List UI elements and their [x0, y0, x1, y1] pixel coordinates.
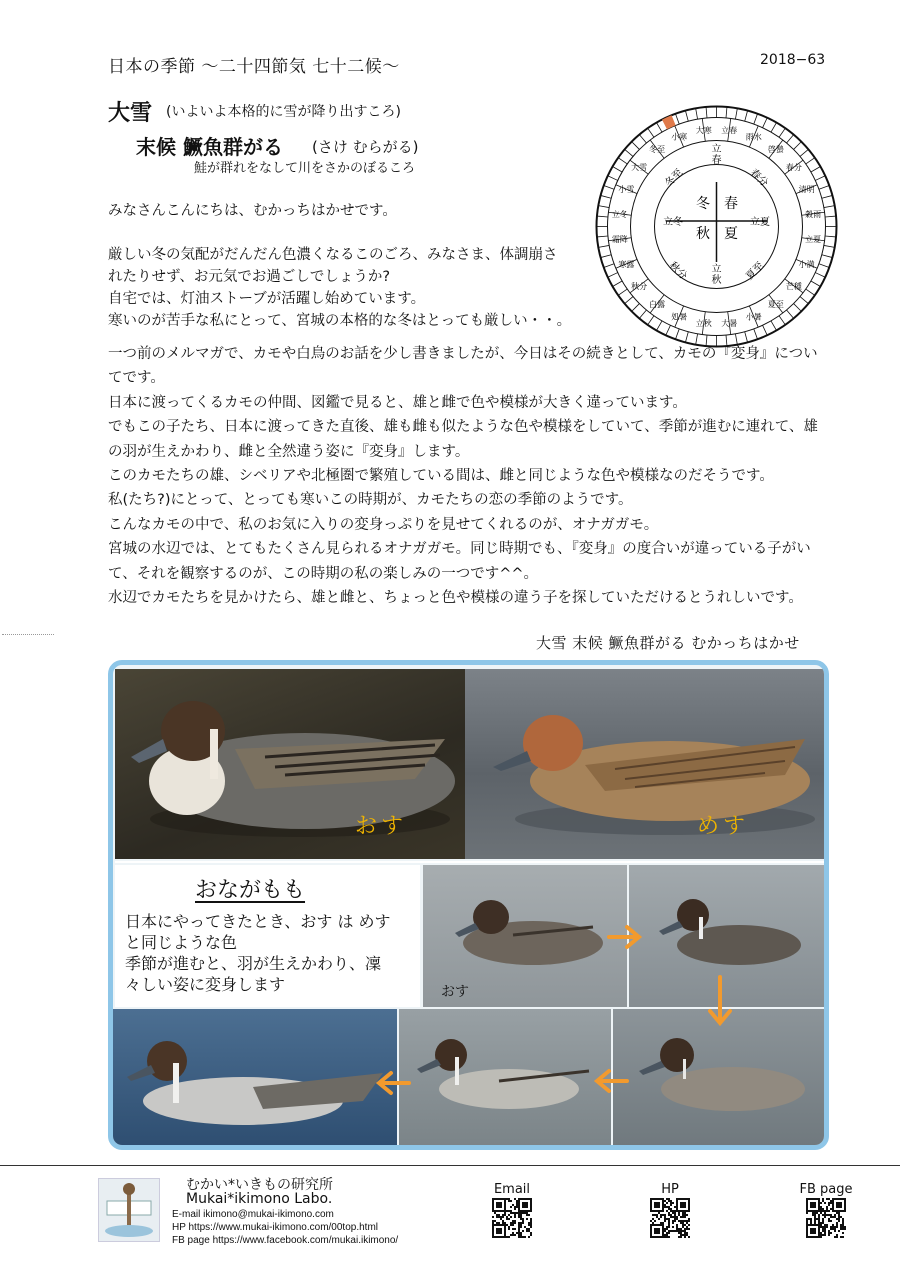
wheel-sekki-label: 立夏	[805, 235, 822, 245]
qr-email-icon[interactable]	[492, 1198, 532, 1238]
wheel-sekki-label: 大寒	[695, 125, 712, 135]
body-line: こんなカモの中で、私のお気に入りの変身っぷりを見せてくれるのが、オナガガモ。	[108, 516, 659, 533]
sekki-name: 大雪	[108, 101, 153, 126]
lab-logo	[98, 1178, 160, 1242]
wheel-solstice-label: 冬至	[663, 167, 686, 190]
wheel-solstice-label: 秋分	[666, 260, 689, 283]
wheel-sekki-label: 霜降	[611, 235, 628, 245]
wheel-cardinal-label: 立春	[711, 144, 722, 166]
wheel-sekki-label: 清明	[798, 185, 815, 195]
wheel-sekki-label: 大雪	[631, 163, 648, 173]
wheel-sekki-label: 小満	[798, 259, 815, 269]
fb-line[interactable]: FB page https://www.facebook.com/mukai.ikimono/	[172, 1235, 399, 1246]
intro-line: 寒いのが苦手な私にとって、宮城の本格的な冬はとっても厳しい・・。	[108, 313, 572, 329]
wheel-center-label: 冬	[696, 196, 710, 212]
male-label: おす	[355, 814, 408, 839]
wheel-sekki-label: 秋分	[631, 281, 648, 291]
body-line: て、それを観察するのが、この時期の私の楽しみの一つです^^。	[108, 565, 539, 582]
wheel-sekki-label: 立秋	[695, 319, 712, 329]
wheel-sekki-label: 立冬	[611, 209, 628, 219]
sekki-description: (いよいよ本格的に雪が降り出すころ)	[166, 104, 401, 120]
hp-line[interactable]: HP https://www.mukai-ikimono.com/00top.html	[172, 1222, 379, 1233]
body-line: 宮城の水辺では、とてもたくさん見られるオナガガモ。同じ時期でも、『変身』の度合いが違っている子がい	[108, 541, 811, 558]
wheel-center-label: 夏	[724, 226, 738, 242]
photo-panel	[108, 660, 829, 1150]
molt-sequence-arrows	[113, 665, 829, 1150]
arrow-left-icon	[597, 1071, 627, 1091]
wheel-center-label: 春	[724, 196, 738, 212]
footer-divider	[0, 1165, 900, 1166]
ko-reading: (さけ むらがる)	[312, 138, 419, 156]
wheel-sekki-label: 冬至	[649, 145, 666, 155]
wheel-sekki-label: 夏至	[767, 299, 784, 309]
org-name-en: Mukai*ikimono Labo.	[186, 1191, 333, 1207]
intro-line: 自宅では、灯油ストーブが活躍し始めています。	[108, 291, 426, 307]
body-line: 一つ前のメルマガで、カモや白鳥のお話を少し書きましたが、今日はその続きとして、カモの『変身』につい	[108, 346, 818, 362]
intro-line: みなさんこんにちは、むかっちはかせです。	[108, 203, 397, 219]
body-line: 水辺でカモたちを見かけたら、雄と雌と、ちょっと色や模様の違う子を探していただけるとうれしいです。	[108, 590, 803, 607]
arrow-left-icon	[379, 1073, 409, 1093]
newsletter-title: 日本の季節 〜二十四節気 七十二候〜	[108, 57, 400, 77]
org-name-jp: むかい*いきもの研究所	[186, 1177, 333, 1193]
wheel-sekki-label: 立春	[721, 125, 738, 135]
qr-email-label: Email	[493, 1182, 531, 1197]
arrow-down-icon	[710, 977, 730, 1023]
wheel-sekki-label: 芒種	[785, 281, 802, 291]
description-line: 季節が進むと、羽が生えかわり、凜	[125, 954, 382, 973]
body-line: 日本に渡ってくるカモの仲間、図鑑で見ると、雄と雌で色や模様が大きく違っています。	[108, 394, 687, 411]
female-label: めす	[697, 814, 750, 839]
body-line: 私(たち?)にとって、とっても寒いこの時期が、カモたちの恋の季節のようです。	[108, 492, 633, 509]
description-line: 々しい姿に変身します	[125, 975, 286, 994]
article-body	[108, 342, 848, 610]
intro-line: れたりせず、お元気でお過ごしでしょうか?	[108, 269, 391, 285]
wheel-cardinal-label: 立夏	[750, 217, 770, 228]
wheel-solstice-label: 夏至	[744, 260, 767, 283]
qr-hp-icon[interactable]	[650, 1198, 690, 1238]
ko-title: 末候 鱖魚群がる	[136, 135, 283, 159]
arrow-right-icon	[609, 927, 639, 947]
wheel-solstice-label: 春分	[747, 167, 770, 190]
qr-fb-label: FB page	[799, 1182, 853, 1197]
wheel-sekki-label: 小寒	[671, 132, 688, 142]
wheel-sekki-label: 穀雨	[805, 209, 822, 219]
wheel-sekki-label: 雨水	[745, 132, 762, 142]
divider	[2, 634, 54, 635]
wheel-sekki-label: 啓蟄	[767, 145, 784, 155]
body-line: の羽が生えかわり、雌と全然違う姿に『変身』します。	[108, 443, 470, 460]
sekki-wheel	[594, 104, 839, 349]
wheel-sekki-label: 白露	[649, 299, 666, 309]
wheel-cardinal-label: 立冬	[663, 217, 683, 228]
wheel-sekki-label: 大暑	[721, 319, 738, 329]
body-line: このカモたちの雄、シベリアや北極圏で繁殖している間は、雌と同じような色や模様なのだそうです。	[108, 468, 774, 485]
description-line: 日本にやってきたとき、おす は めす	[125, 912, 391, 931]
male-small-label: おす	[441, 984, 469, 1000]
wheel-sekki-label: 小雪	[618, 185, 635, 195]
body-line: でもこの子たち、日本に渡ってきた直後、雄も雌も似たような色や模様をしていて、季節が進むに連れて、雄	[108, 419, 818, 436]
issue-number: 2018−63	[760, 52, 826, 68]
wheel-sekki-label: 春分	[785, 163, 802, 173]
email-line[interactable]: E-mail ikimono@mukai-ikimono.com	[172, 1209, 334, 1220]
signature: 大雪 末候 鱖魚群がる むかっちはかせ	[536, 634, 800, 652]
wheel-sekki-label: 寒露	[618, 259, 635, 269]
wheel-sekki-label: 小暑	[745, 312, 762, 322]
wheel-sekki-label: 処暑	[671, 312, 688, 322]
body-line: てです。	[108, 370, 165, 387]
intro-line: 厳しい冬の気配がだんだん色濃くなるこのごろ、みなさま、体調崩さ	[108, 247, 558, 263]
qr-fb-icon[interactable]	[806, 1198, 846, 1238]
intro-text	[108, 200, 588, 332]
qr-hp-label: HP	[661, 1182, 679, 1197]
description-line: と同じような色	[125, 933, 238, 952]
pintail-title: おながもも	[195, 878, 306, 903]
wheel-center-label: 秋	[696, 226, 710, 242]
ko-description: 鮭が群れをなして川をさかのぼるころ	[194, 161, 416, 176]
wheel-cardinal-label: 立秋	[711, 264, 722, 286]
